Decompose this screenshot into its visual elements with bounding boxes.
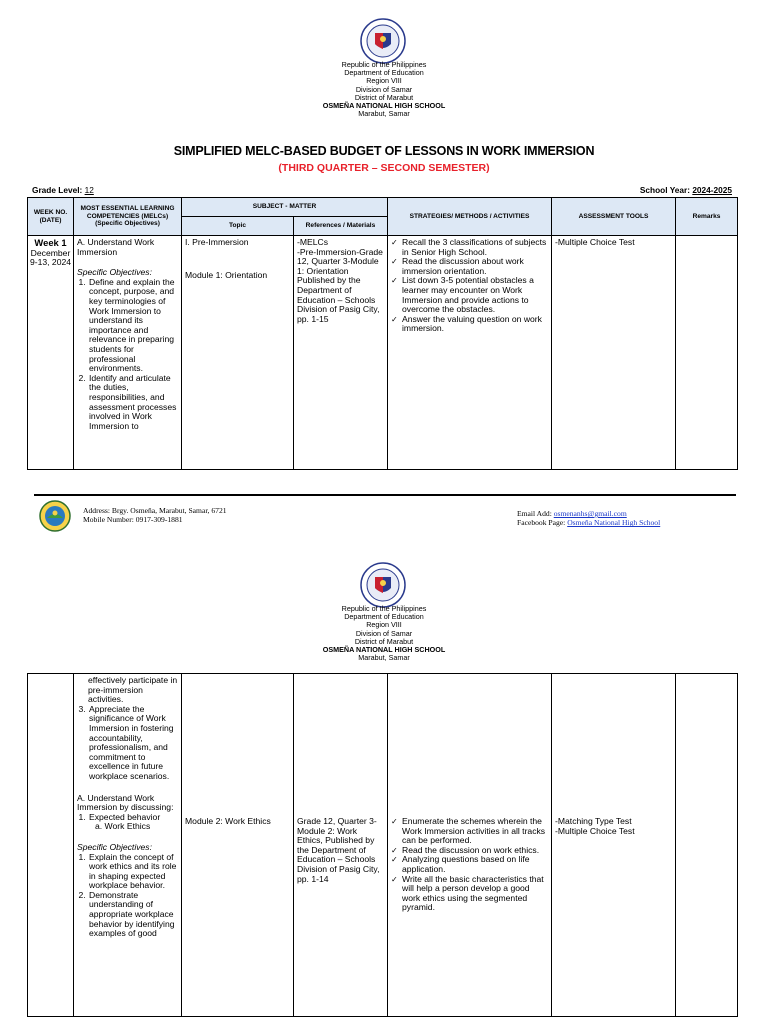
- assessment-cell: -Multiple Choice Test: [552, 236, 676, 470]
- letterhead-region: Region VIII: [366, 76, 402, 86]
- assessment-cell: [552, 674, 676, 1017]
- budget-table-page-2: [27, 673, 738, 1017]
- objective-item: 1. Explain the concept of work ethics and its role in shaping expected workplace behavior.: [88, 853, 178, 891]
- letterhead: [0, 605, 768, 662]
- header-subject-matter: SUBJECT - MATTER: [182, 198, 388, 217]
- letterhead-district: District of Marabut: [354, 92, 414, 102]
- table-row: [28, 674, 738, 1017]
- letterhead-district: District of Marabut: [354, 636, 414, 646]
- email-label: Email Add:: [517, 509, 552, 518]
- header-melc-title: MOST ESSENTIAL LEARNING COMPETENCIES (MELCs): [80, 205, 175, 220]
- address-label: Address:: [83, 506, 110, 515]
- footer-contact: [83, 506, 227, 525]
- references-cell: [294, 674, 388, 1017]
- header-assessment: ASSESSMENT TOOLS: [552, 198, 676, 236]
- letterhead-department: Department of Education: [344, 68, 424, 78]
- topic-module: Module 1: Orientation: [185, 269, 268, 280]
- letterhead-republic: Republic of the Philippines: [341, 604, 427, 613]
- letterhead-division: Division of Samar: [355, 628, 413, 638]
- week-number: Week 1: [34, 237, 67, 248]
- assessment-item: -Multiple Choice Test: [555, 825, 635, 836]
- header-references: References / Materials: [294, 217, 388, 236]
- document-subtitle: (THIRD QUARTER – SECOND SEMESTER): [278, 162, 490, 174]
- strategy-item: ✓ Analyzing questions based on life application.: [391, 855, 548, 874]
- week-date-1: December: [30, 247, 71, 258]
- strategy-item: ✓ Enumerate the schemes wherein the Work Immersion activities in all tracks can be performed.: [391, 817, 548, 846]
- facebook-label: Facebook Page:: [517, 518, 566, 528]
- header-melc-sub: (Specific Objectives): [95, 220, 160, 228]
- school-year: [640, 185, 732, 195]
- grade-level-value: 12: [84, 185, 94, 195]
- footer-online: [517, 509, 660, 528]
- objective-item: 2. Demonstrate understanding of appropriate workplace behavior by identifying examples of good: [88, 891, 178, 939]
- strategies-cell: [388, 236, 552, 470]
- letterhead: [0, 61, 768, 118]
- reference-item: -MELCs: [297, 237, 329, 247]
- strategy-item: ✓ Write all the basic characteristics that will help a person develop a good work ethics using the segmented pyramid.: [391, 875, 548, 913]
- letterhead-republic: Republic of the Philippines: [341, 60, 427, 69]
- letterhead-location: Marabut, Samar: [358, 109, 410, 119]
- school-year-value: 2024-2025: [692, 185, 732, 195]
- melc-subitem: a. Work Ethics: [95, 821, 151, 832]
- strategies-cell: [388, 674, 552, 1017]
- letterhead-division: Division of Samar: [355, 84, 413, 94]
- header-remarks: Remarks: [676, 198, 738, 236]
- letterhead-location: Marabut, Samar: [358, 653, 410, 663]
- objective-item: 2. Identify and articulate the duties, responsibilities, and assessment processes involved in Work Immersion to: [88, 374, 178, 432]
- footer-divider: [34, 494, 736, 496]
- grade-level-label: Grade Level:: [32, 185, 83, 195]
- topic-cell: [182, 674, 294, 1017]
- week-cell: [28, 236, 74, 470]
- references-cell: [294, 236, 388, 470]
- reference-item: -Pre-Immersion-Grade 12, Quarter 3-Module 1: Orientation Published by the Department of Education – Schools Division of Pasig City, pp. 1-15: [297, 246, 383, 324]
- melc-item: [88, 813, 178, 832]
- melc-cell: [74, 674, 182, 1017]
- strategy-item: ✓ Answer the valuing question on work immersion.: [391, 315, 548, 334]
- topic-module: Module 2: Work Ethics: [185, 816, 271, 826]
- letterhead-region: Region VIII: [366, 620, 402, 630]
- deped-seal-icon: [360, 18, 406, 64]
- email-link[interactable]: osmenanhs@gmail.com: [553, 509, 627, 518]
- school-year-label: School Year:: [639, 185, 690, 195]
- document-title: SIMPLIFIED MELC-BASED BUDGET OF LESSONS IN WORK IMMERSION: [173, 144, 595, 158]
- letterhead-school: OSMEÑA NATIONAL HIGH SCHOOL: [322, 101, 446, 111]
- grade-year-row: [32, 185, 732, 195]
- header-strategies: STRATEGIES/ METHODS / ACTIVITIES: [388, 198, 552, 236]
- objective-item: 1. Define and explain the concept, purpose, and key terminologies of Work Immersion to understand its importance and relevance in preparing students for professional environments.: [88, 278, 178, 374]
- mobile-label: Mobile Number:: [83, 515, 134, 525]
- melc-item-text: Expected behavior: [89, 811, 161, 822]
- letterhead-department: Department of Education: [344, 612, 424, 622]
- melc-main: A. Understand Work Immersion by discussing:: [77, 792, 174, 813]
- address-value: Brgy. Osmeña, Marabut, Samar, 6721: [111, 506, 227, 515]
- header-melc: [74, 198, 182, 236]
- topic-part: I. Pre-Immersion: [185, 237, 249, 247]
- mobile-value: 0917-309-1881: [135, 515, 183, 525]
- strategy-item: ✓ Read the discussion on work ethics.: [391, 846, 548, 856]
- strategy-item: ✓ Recall the 3 classifications of subjects in Senior High School.: [391, 238, 548, 257]
- deped-seal-icon: [360, 562, 406, 608]
- budget-table-page-1: [27, 197, 738, 470]
- table-row: [28, 236, 738, 470]
- header-week: WEEK NO. (DATE): [28, 198, 74, 236]
- objectives-label: Specific Objectives:: [77, 267, 152, 278]
- header-topic: Topic: [182, 217, 294, 236]
- strategy-item: ✓ Read the discussion about work immersion orientation.: [391, 257, 548, 276]
- assessment-item: -Matching Type Test: [555, 816, 632, 826]
- melc-cell: [74, 236, 182, 470]
- objective-continuation: effectively participate in pre-immersion activities.: [88, 675, 178, 705]
- facebook-link[interactable]: Osmeña National High School: [567, 518, 661, 528]
- topic-cell: [182, 236, 294, 470]
- remarks-cell: [676, 236, 738, 470]
- week-cell: [28, 674, 74, 1017]
- reference-item: Grade 12, Quarter 3-Module 2: Work Ethics, Published by the Department of Education – Schools Division of Pasig City, pp. 1-14: [297, 816, 380, 884]
- school-logo-icon: [39, 500, 71, 532]
- letterhead-school: OSMEÑA NATIONAL HIGH SCHOOL: [322, 645, 446, 655]
- remarks-cell: [676, 674, 738, 1017]
- strategy-item: ✓ List down 3-5 potential obstacles a learner may encounter on Work Immersion and provide actions to overcome the obstacles.: [391, 276, 548, 314]
- week-date-2: 9-13, 2024: [29, 257, 72, 268]
- objectives-label: Specific Objectives:: [77, 841, 152, 852]
- melc-main: A. Understand Work Immersion: [77, 237, 155, 257]
- objective-item: 3. Appreciate the significance of Work Immersion in fostering accountability, professionalism, and commitment to excellence in future workplace scenarios.: [88, 705, 178, 782]
